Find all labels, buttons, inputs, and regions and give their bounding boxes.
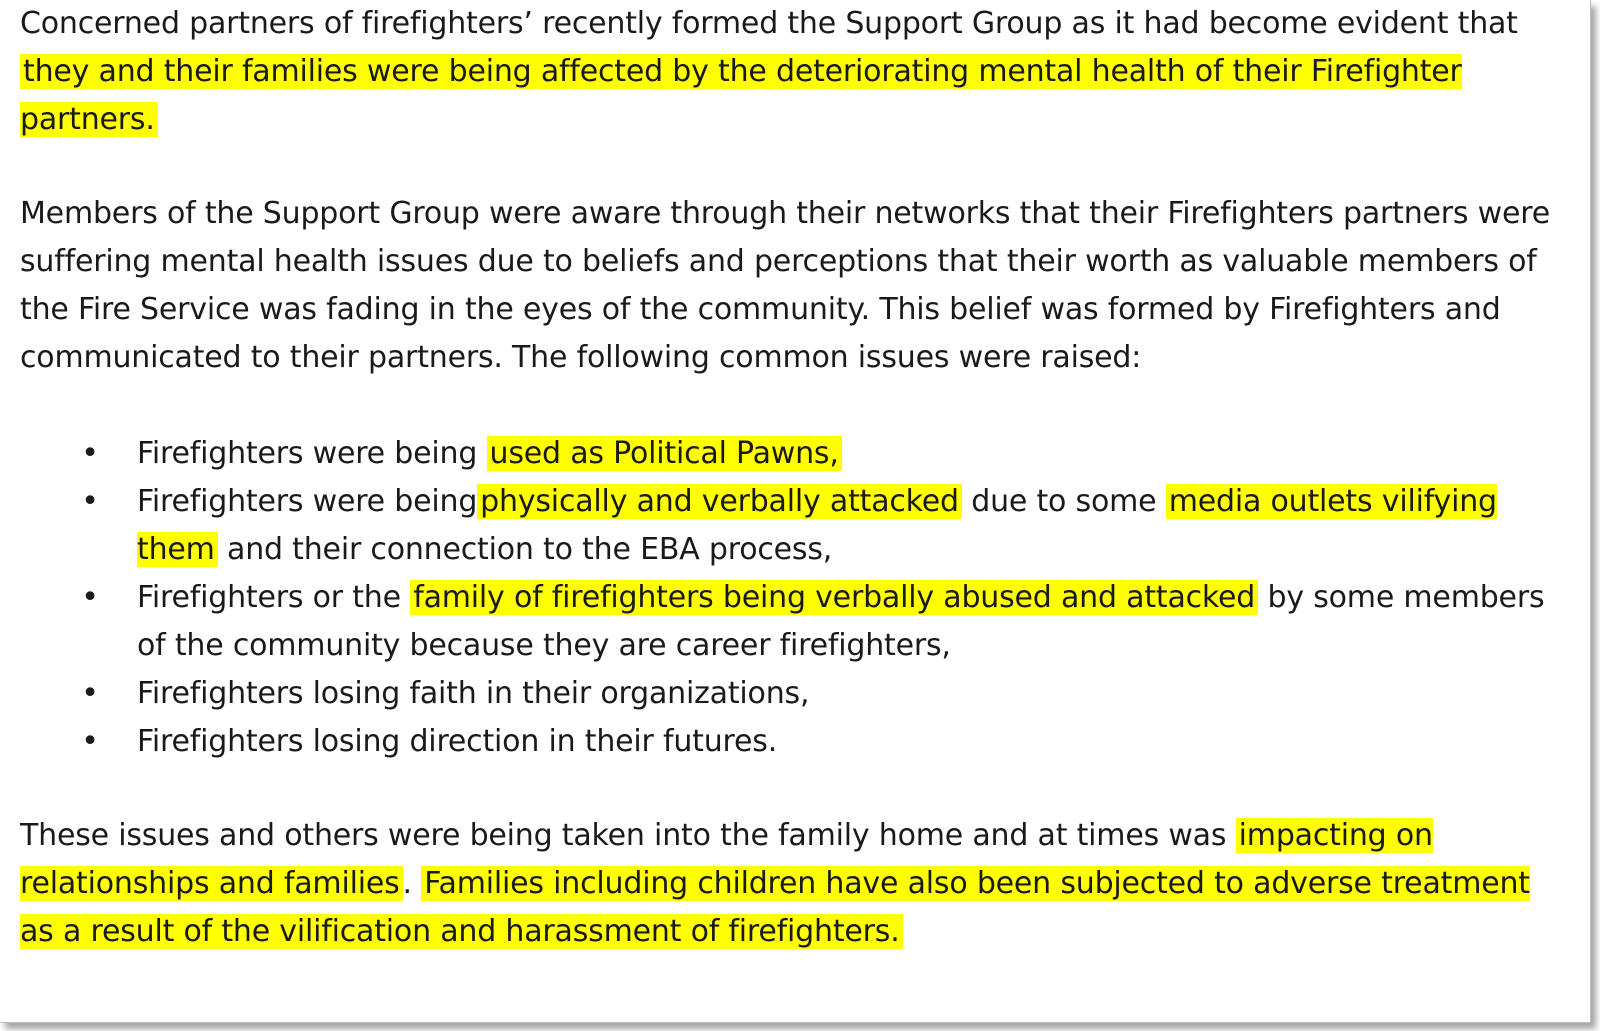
intro-text: Concerned partners of firefighters’ recently formed the Support Group as it had become evident that — [20, 6, 1518, 41]
bullet-5-text: Firefighters losing direction in their futures. — [137, 724, 778, 759]
list-item — [20, 430, 1560, 478]
impact-text: These issues and others were being taken into the family home and at times was — [20, 818, 1227, 853]
bullet-2-highlight-1: physically and verbally attacked — [477, 484, 962, 519]
bullet-2-middle: due to some — [961, 484, 1166, 519]
issues-list — [20, 430, 1560, 766]
bullet-1-text: Firefighters were being — [137, 436, 487, 471]
bullet-icon: • — [81, 436, 99, 471]
bullet-icon: • — [81, 484, 99, 519]
bullet-1-highlight: used as Political Pawns, — [487, 436, 842, 471]
bullet-icon: • — [81, 580, 99, 615]
bullet-3-text: Firefighters or the — [137, 580, 411, 615]
bullet-2-after: and their connection to the EBA process, — [217, 532, 833, 567]
bullet-4-text: Firefighters losing faith in their organizations, — [137, 676, 810, 711]
impact-highlight-1: impacting on relationships and families — [20, 818, 1433, 901]
document-body — [20, 0, 1560, 956]
paragraph-members: Members of the Support Group were aware through their networks that their Firefighters partners were suffering mental health issues due to beliefs and perceptions that their worth as valuable members of the Fire Service was fading in the eyes of the community. This belief was formed by Firefighters and communicated to their partners. The following common issues were raised: — [20, 196, 1550, 375]
list-item — [20, 670, 1560, 718]
list-item — [20, 574, 1560, 670]
bullet-2-text: Firefighters were being — [137, 484, 478, 519]
bullet-2-highlight-2: media outlets vilifying them — [137, 484, 1497, 567]
bullet-icon: • — [81, 676, 99, 711]
paragraph-impact — [20, 812, 1560, 956]
impact-highlight-2: Families including children have also been subjected to adverse treatment as a result of the vilification and harassment of firefighters. — [20, 866, 1530, 949]
intro-highlight: they and their families were being affected by the deteriorating mental health of their Firefighter partners. — [20, 54, 1462, 137]
list-item — [20, 718, 1560, 766]
bullet-icon: • — [81, 724, 99, 759]
bullet-3-after: by some members of the community because they are career firefighters, — [137, 580, 1545, 663]
list-item — [20, 478, 1560, 574]
bullet-3-highlight: family of firefighters being verbally abused and attacked — [410, 580, 1258, 615]
impact-middle: . — [402, 866, 422, 901]
paragraph-intro — [20, 0, 1560, 144]
